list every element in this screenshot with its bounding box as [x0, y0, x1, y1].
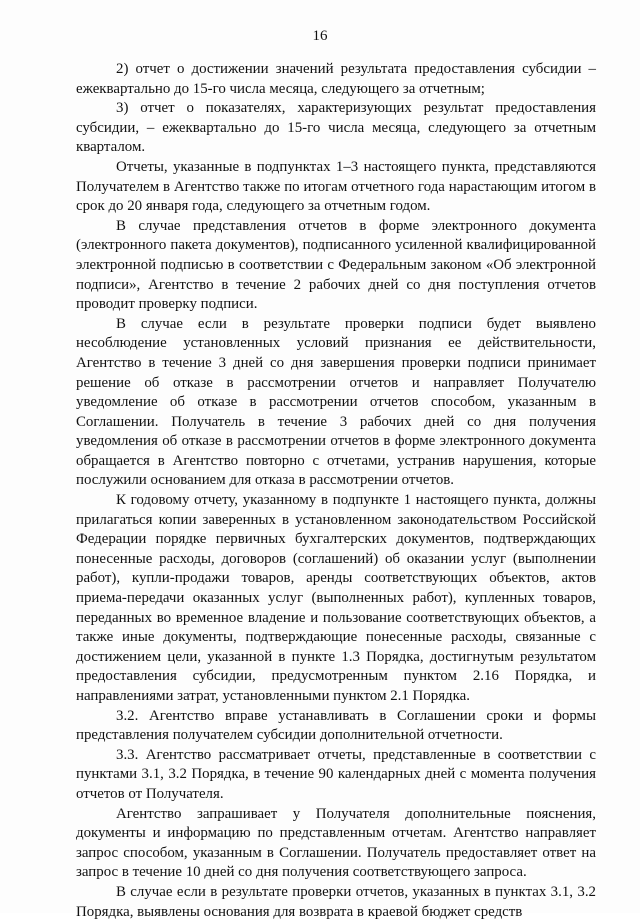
- document-body: [76, 60, 596, 922]
- paragraph-annual-report-attachments: К годовому отчету, указанному в подпункте 1 настоящего пункта, должны прилагаться копии заверенных в установленном законодательством Российской Федерации порядке первичных бухгалтерских документов, подтверждающих понесенные расходы, договоров (соглашений) об оказании услуг (выполнении работ), купли-продажи товаров, аренды соответствующих объектов, актов приема-передачи оказанных услуг (выполненных работ), купленных товаров, переданных во временное владение и пользование соответствующих объектов, а также иные документы, подтверждающие понесенные расходы, связанные с достижением цели, указанной в пункте 1.3 Порядка, достигнутым результатом предоставления субсидии, предусмотренным пунктом 2.16 Порядка, и направлениями затрат, установленными пунктом 2.1 Порядка.: [76, 492, 596, 704]
- paragraph-additional-requests: Агентство запрашивает у Получателя дополнительные пояснения, документы и информацию по представленным отчетам. Агентство направляет запрос способом, указанным в Соглашении. Получатель предоставляет ответ на запрос в течение 10 дней со дня получения соответствующего запроса.: [76, 805, 596, 881]
- paragraph-report-indicators: 3) отчет о показателях, характеризующих результат предоставления субсидии, – ежеквартально до 15-го числа месяца, следующего за отчетным кварталом.: [76, 100, 596, 156]
- page-number: 16: [312, 28, 328, 44]
- paragraph-annual-reports: Отчеты, указанные в подпунктах 1–3 настоящего пункта, представляются Получателем в Агентство также по итогам отчетного года нарастающим итогом в срок до 20 января года, следующего за отчетным годом.: [76, 158, 596, 215]
- paragraph-refund-grounds: В случае если в результате проверки отчетов, указанных в пунктах 3.1, 3.2 Порядка, выявлены основания для возврата в краевой бюджет средств: [76, 883, 596, 920]
- paragraph-3-3: 3.3. Агентство рассматривает отчеты, представленные в соответствии с пунктами 3.1, 3.2 Порядка, в течение 90 календарных дней с момента получения отчетов от Получателя.: [76, 746, 596, 802]
- paragraph-3-2: 3.2. Агентство вправе устанавливать в Соглашении сроки и формы представления получателем субсидии дополнительной отчетности.: [76, 707, 596, 744]
- paragraph-report-result-values: 2) отчет о достижении значений результата предоставления субсидии – ежеквартально до 15-го числа месяца, следующего за отчетным;: [76, 61, 596, 97]
- paragraph-signature-invalid: В случае если в результате проверки подписи будет выявлено несоблюдение установленных условий признания ее действительности, Агентство в течение 3 дней со дня завершения проверки подписи принимает решение об отказе в рассмотрении отчетов и направляет Получателю уведомление об отказе в рассмотрении отчетов способом, указанным в Соглашении. Получатель в течение 3 рабочих дней со дня получения уведомления об отказе в рассмотрении отчетов в форме электронного документа обращается в Агентство повторно с отчетами, устранив нарушения, которые послужили основанием для отказа в рассмотрении отчетов.: [76, 315, 596, 489]
- paragraph-electronic-signature-check: В случае представления отчетов в форме электронного документа (электронного пакета документов), подписанного усиленной квалифицированной электронной подписью в соответствии с Федеральным законом «Об электронной подписи», Агентство в течение 2 рабочих дней со дня поступления отчетов проводит проверку подписи.: [76, 217, 596, 313]
